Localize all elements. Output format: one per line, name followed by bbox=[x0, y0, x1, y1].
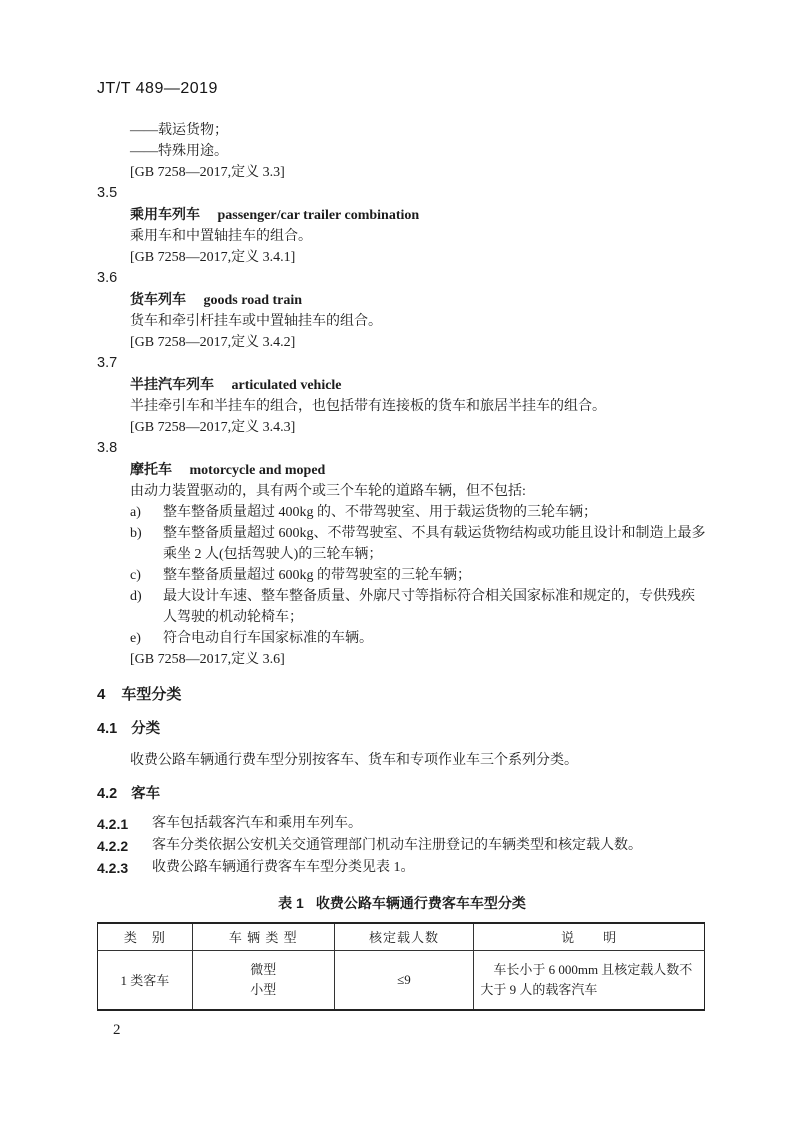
list-item bbox=[97, 586, 707, 628]
source-reference: [GB 7258—2017,定义 3.4.3] bbox=[130, 420, 296, 435]
section-heading bbox=[97, 718, 707, 740]
source-reference: [GB 7258—2017,定义 3.3] bbox=[130, 165, 285, 180]
term-english: passenger/car trailer combination bbox=[217, 208, 420, 223]
doc-number: JT/T 489—2019 bbox=[97, 80, 218, 97]
table-header-category: 类 别 bbox=[98, 923, 193, 950]
term-chinese: 摩托车 bbox=[130, 461, 172, 477]
paragraph-text: 客车包括载客汽车和乘用车列车。 bbox=[152, 816, 362, 831]
chapter-number: 4 bbox=[97, 686, 106, 703]
cell-category: 1 类客车 bbox=[98, 950, 193, 1010]
clause-number: 3.8 bbox=[97, 440, 118, 456]
term-line bbox=[97, 459, 707, 481]
cell-description bbox=[474, 950, 705, 1010]
paragraph-text: 客车分类依据公安机关交通管理部门机动车注册登记的车辆类型和核定载人数。 bbox=[152, 838, 642, 853]
section-number: 4.1 bbox=[97, 721, 118, 737]
source-reference: [GB 7258—2017,定义 3.4.1] bbox=[130, 250, 296, 265]
section-title: 分类 bbox=[131, 721, 161, 737]
term-english: motorcycle and moped bbox=[189, 463, 326, 478]
term-english: goods road train bbox=[203, 293, 303, 308]
list-item-text: 符合电动自行车国家标准的车辆。 bbox=[163, 631, 373, 646]
term-line bbox=[97, 374, 707, 396]
table-caption-title: 收费公路车辆通行费客车车型分类 bbox=[315, 895, 526, 911]
paragraph: 收费公路车辆通行费车型分别按客车、货车和专项作业车三个系列分类。 bbox=[130, 753, 578, 768]
chapter-title: 车型分类 bbox=[121, 686, 182, 703]
table-header-vehicle-type: 车 辆 类 型 bbox=[192, 923, 334, 950]
table-header-row bbox=[98, 923, 705, 950]
clause-number: 3.5 bbox=[97, 185, 118, 201]
classification-table bbox=[97, 922, 705, 1011]
paragraph-number: 4.2.2 bbox=[97, 838, 129, 854]
list-item-label: a) bbox=[130, 505, 141, 520]
list-item-label: b) bbox=[130, 526, 142, 541]
numbered-paragraph-group bbox=[97, 813, 707, 879]
term-english: articulated vehicle bbox=[231, 378, 342, 393]
table-row bbox=[98, 950, 705, 1010]
cell-vehicle-type bbox=[192, 950, 334, 1010]
paragraph-number: 4.2.1 bbox=[97, 816, 129, 832]
list-item-text: 最大设计车速、整车整备质量、外廓尺寸等指标符合相关国家标准和规定的，专供残疾人驾驶的机动轮椅车； bbox=[163, 589, 695, 625]
vehicle-type-line: 小型 bbox=[250, 981, 277, 997]
clause-number: 3.6 bbox=[97, 270, 118, 286]
section-heading bbox=[97, 783, 707, 805]
definition-text: 半挂牵引车和半挂车的组合，也包括带有连接板的货车和旅居半挂车的组合。 bbox=[130, 399, 606, 414]
section-number: 4.2 bbox=[97, 786, 118, 802]
term-chinese: 乘用车列车 bbox=[130, 206, 200, 222]
cell-seat-count: ≤9 bbox=[334, 950, 474, 1010]
numbered-paragraph bbox=[97, 835, 707, 857]
description-text: 车长小于 6 000mm 且核定载人数不大于 9 人的载客汽车 bbox=[480, 961, 693, 997]
term-line bbox=[97, 204, 707, 226]
definition-text: 乘用车和中置轴挂车的组合。 bbox=[130, 229, 312, 244]
page-number: 2 bbox=[113, 1022, 121, 1038]
table-caption bbox=[97, 893, 707, 913]
page-content bbox=[97, 80, 707, 1039]
table-header-seat-count: 核定载人数 bbox=[334, 923, 474, 950]
numbered-paragraph bbox=[97, 813, 707, 835]
vehicle-type-line: 微型 bbox=[250, 961, 277, 977]
list-item-label: d) bbox=[130, 589, 142, 604]
source-reference: [GB 7258—2017,定义 3.6] bbox=[130, 652, 285, 667]
definition-text: 由动力装置驱动的，具有两个或三个车轮的道路车辆，但不包括: bbox=[130, 484, 526, 499]
paragraph-number: 4.2.3 bbox=[97, 860, 129, 876]
definition-text: 货车和牵引杆挂车或中置轴挂车的组合。 bbox=[130, 314, 382, 329]
chapter-heading bbox=[97, 684, 707, 706]
dash-item: ——载运货物； bbox=[130, 123, 228, 138]
table-header-description: 说 明 bbox=[474, 923, 705, 950]
term-chinese: 半挂汽车列车 bbox=[130, 376, 214, 392]
list-item bbox=[97, 628, 707, 649]
clause-number: 3.7 bbox=[97, 355, 118, 371]
list-item-text: 整车整备质量超过 400kg 的、不带驾驶室、用于载运货物的三轮车辆； bbox=[163, 505, 597, 520]
paragraph-text: 收费公路车辆通行费客车车型分类见表 1。 bbox=[152, 860, 415, 875]
term-line bbox=[97, 289, 707, 311]
list-item bbox=[97, 565, 707, 586]
dash-item: ——特殊用途。 bbox=[130, 144, 228, 159]
section-title: 客车 bbox=[131, 786, 161, 802]
list-item-text: 整车整备质量超过 600kg 的带驾驶室的三轮车辆； bbox=[163, 568, 471, 583]
list-item-text: 整车整备质量超过 600kg、不带驾驶室、不具有载运货物结构或功能且设计和制造上最多乘坐 2 人(包括驾驶人)的三轮车辆； bbox=[163, 526, 706, 562]
source-reference: [GB 7258—2017,定义 3.4.2] bbox=[130, 335, 296, 350]
term-chinese: 货车列车 bbox=[130, 291, 186, 307]
list-item bbox=[97, 523, 707, 565]
list-item-label: e) bbox=[130, 631, 141, 646]
table-caption-label: 表 1 bbox=[278, 895, 304, 911]
numbered-paragraph bbox=[97, 857, 707, 879]
list-item-label: c) bbox=[130, 568, 141, 583]
list-item bbox=[97, 502, 707, 523]
